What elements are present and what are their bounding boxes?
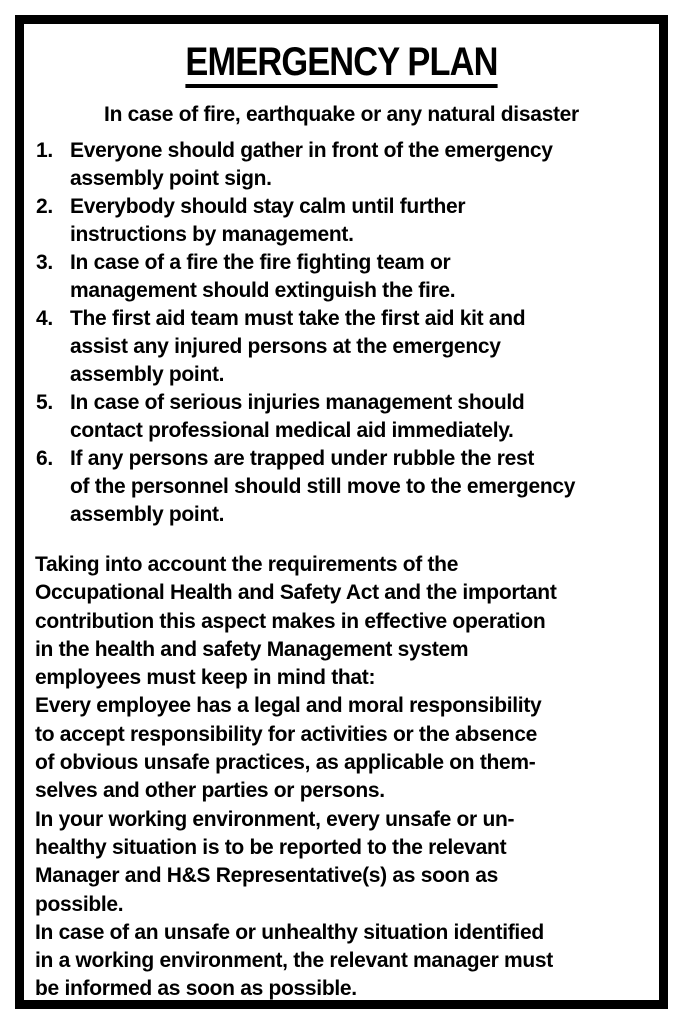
- step-text: In case of a fire the fire fighting team or management should extinguish the fire.: [70, 251, 456, 302]
- procedure-step-4: [36, 305, 656, 389]
- sign-subtitle: In case of fire, earthquake or any natural disaster: [104, 103, 579, 126]
- procedure-step-5: [36, 389, 656, 445]
- step-text: If any persons are trapped under rubble the rest of the personnel should still move to the emergency assembly point.: [70, 447, 576, 526]
- ohs-paragraph-responsibility: Every employee has a legal and moral responsibility to accept responsibility for activities or the absence of obvious unsafe practices, as applicable on them- selves and other parties or persons.: [35, 694, 542, 803]
- procedure-step-6: [36, 445, 656, 529]
- step-number: 5.: [36, 391, 53, 414]
- emergency-plan-sign: [15, 15, 668, 1009]
- step-number: 3.: [36, 251, 53, 274]
- step-text: The first aid team must take the first aid kit and assist any injured persons at the emergency assembly point.: [70, 307, 526, 386]
- ohs-paragraph-reporting: In your working environment, every unsafe or un- healthy situation is to be reported to the relevant Manager and H&S Representative(s) as soon as possible.: [35, 807, 515, 916]
- ohs-paragraph-intro: Taking into account the requirements of the Occupational Health and Safety Act and the important contribution this aspect makes in effective operation in the health and safety Management system employees must keep in mind that:: [35, 553, 557, 690]
- step-number: 4.: [36, 307, 53, 330]
- step-number: 6.: [36, 447, 53, 470]
- step-text: Everyone should gather in front of the emergency assembly point sign.: [70, 139, 553, 190]
- ohs-notice: [35, 551, 660, 1004]
- procedure-list: [36, 137, 656, 529]
- sign-title: [68, 38, 614, 88]
- sign-title-text: EMERGENCY PLAN: [185, 40, 497, 88]
- step-number: 2.: [36, 195, 53, 218]
- step-text: Everybody should stay calm until further instructions by management.: [70, 195, 466, 246]
- procedure-step-1: [36, 137, 656, 193]
- step-text: In case of serious injuries management should contact professional medical aid immediately.: [70, 391, 525, 442]
- procedure-step-3: [36, 249, 656, 305]
- step-number: 1.: [36, 139, 53, 162]
- ohs-paragraph-manager: In case of an unsafe or unhealthy situation identified in a working environment, the relevant manager must be informed as soon as possible.: [35, 920, 553, 1001]
- procedure-step-2: [36, 193, 656, 249]
